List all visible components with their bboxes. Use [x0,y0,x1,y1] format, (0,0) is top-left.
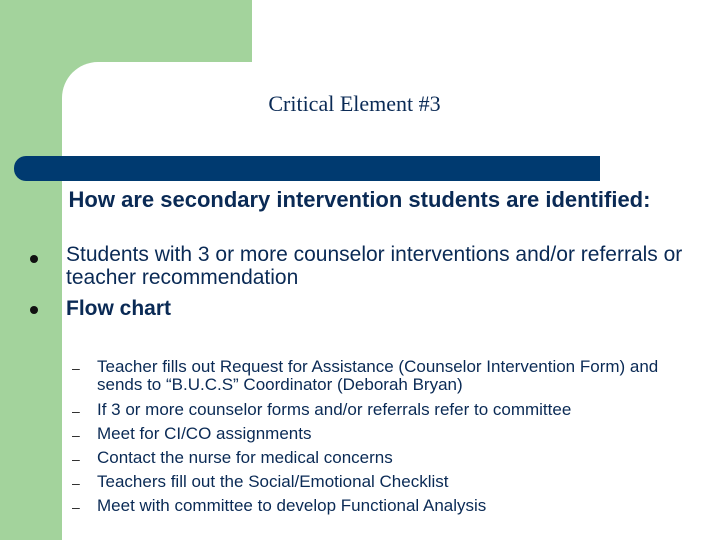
dash-bullet-icon: – [72,475,80,491]
sub-bullet-item: Meet for CI/CO assignments [97,424,312,443]
dash-bullet-icon: – [72,360,80,376]
title-divider-bar [14,156,600,181]
sub-bullet-item: Teachers fill out the Social/Emotional Checklist [97,472,449,491]
bullet-dot-icon [30,255,38,263]
dash-bullet-icon: – [72,403,80,419]
dash-bullet-icon: – [72,427,80,443]
slide-subtitle: How are secondary intervention students are identified: [68,187,651,212]
bullet-item: Students with 3 or more counselor interventions and/or referrals or teacher recommendation [66,243,683,289]
bullet-dot-icon [30,306,38,314]
sub-bullet-item: Meet with committee to develop Functional Analysis [97,496,487,515]
dash-bullet-icon: – [72,451,80,467]
bullet-item: Flow chart [66,297,172,320]
dash-bullet-icon: – [72,499,80,515]
sub-bullet-item: Contact the nurse for medical concerns [97,448,393,467]
slide-title: Critical Element #3 [268,91,441,116]
sub-bullet-item: Teacher fills out Request for Assistance (Counselor Intervention Form) and sends to “B.U.C.S” Coordinator (Deborah Bryan) [97,357,659,394]
sub-bullet-item: If 3 or more counselor forms and/or referrals refer to committee [97,400,572,419]
